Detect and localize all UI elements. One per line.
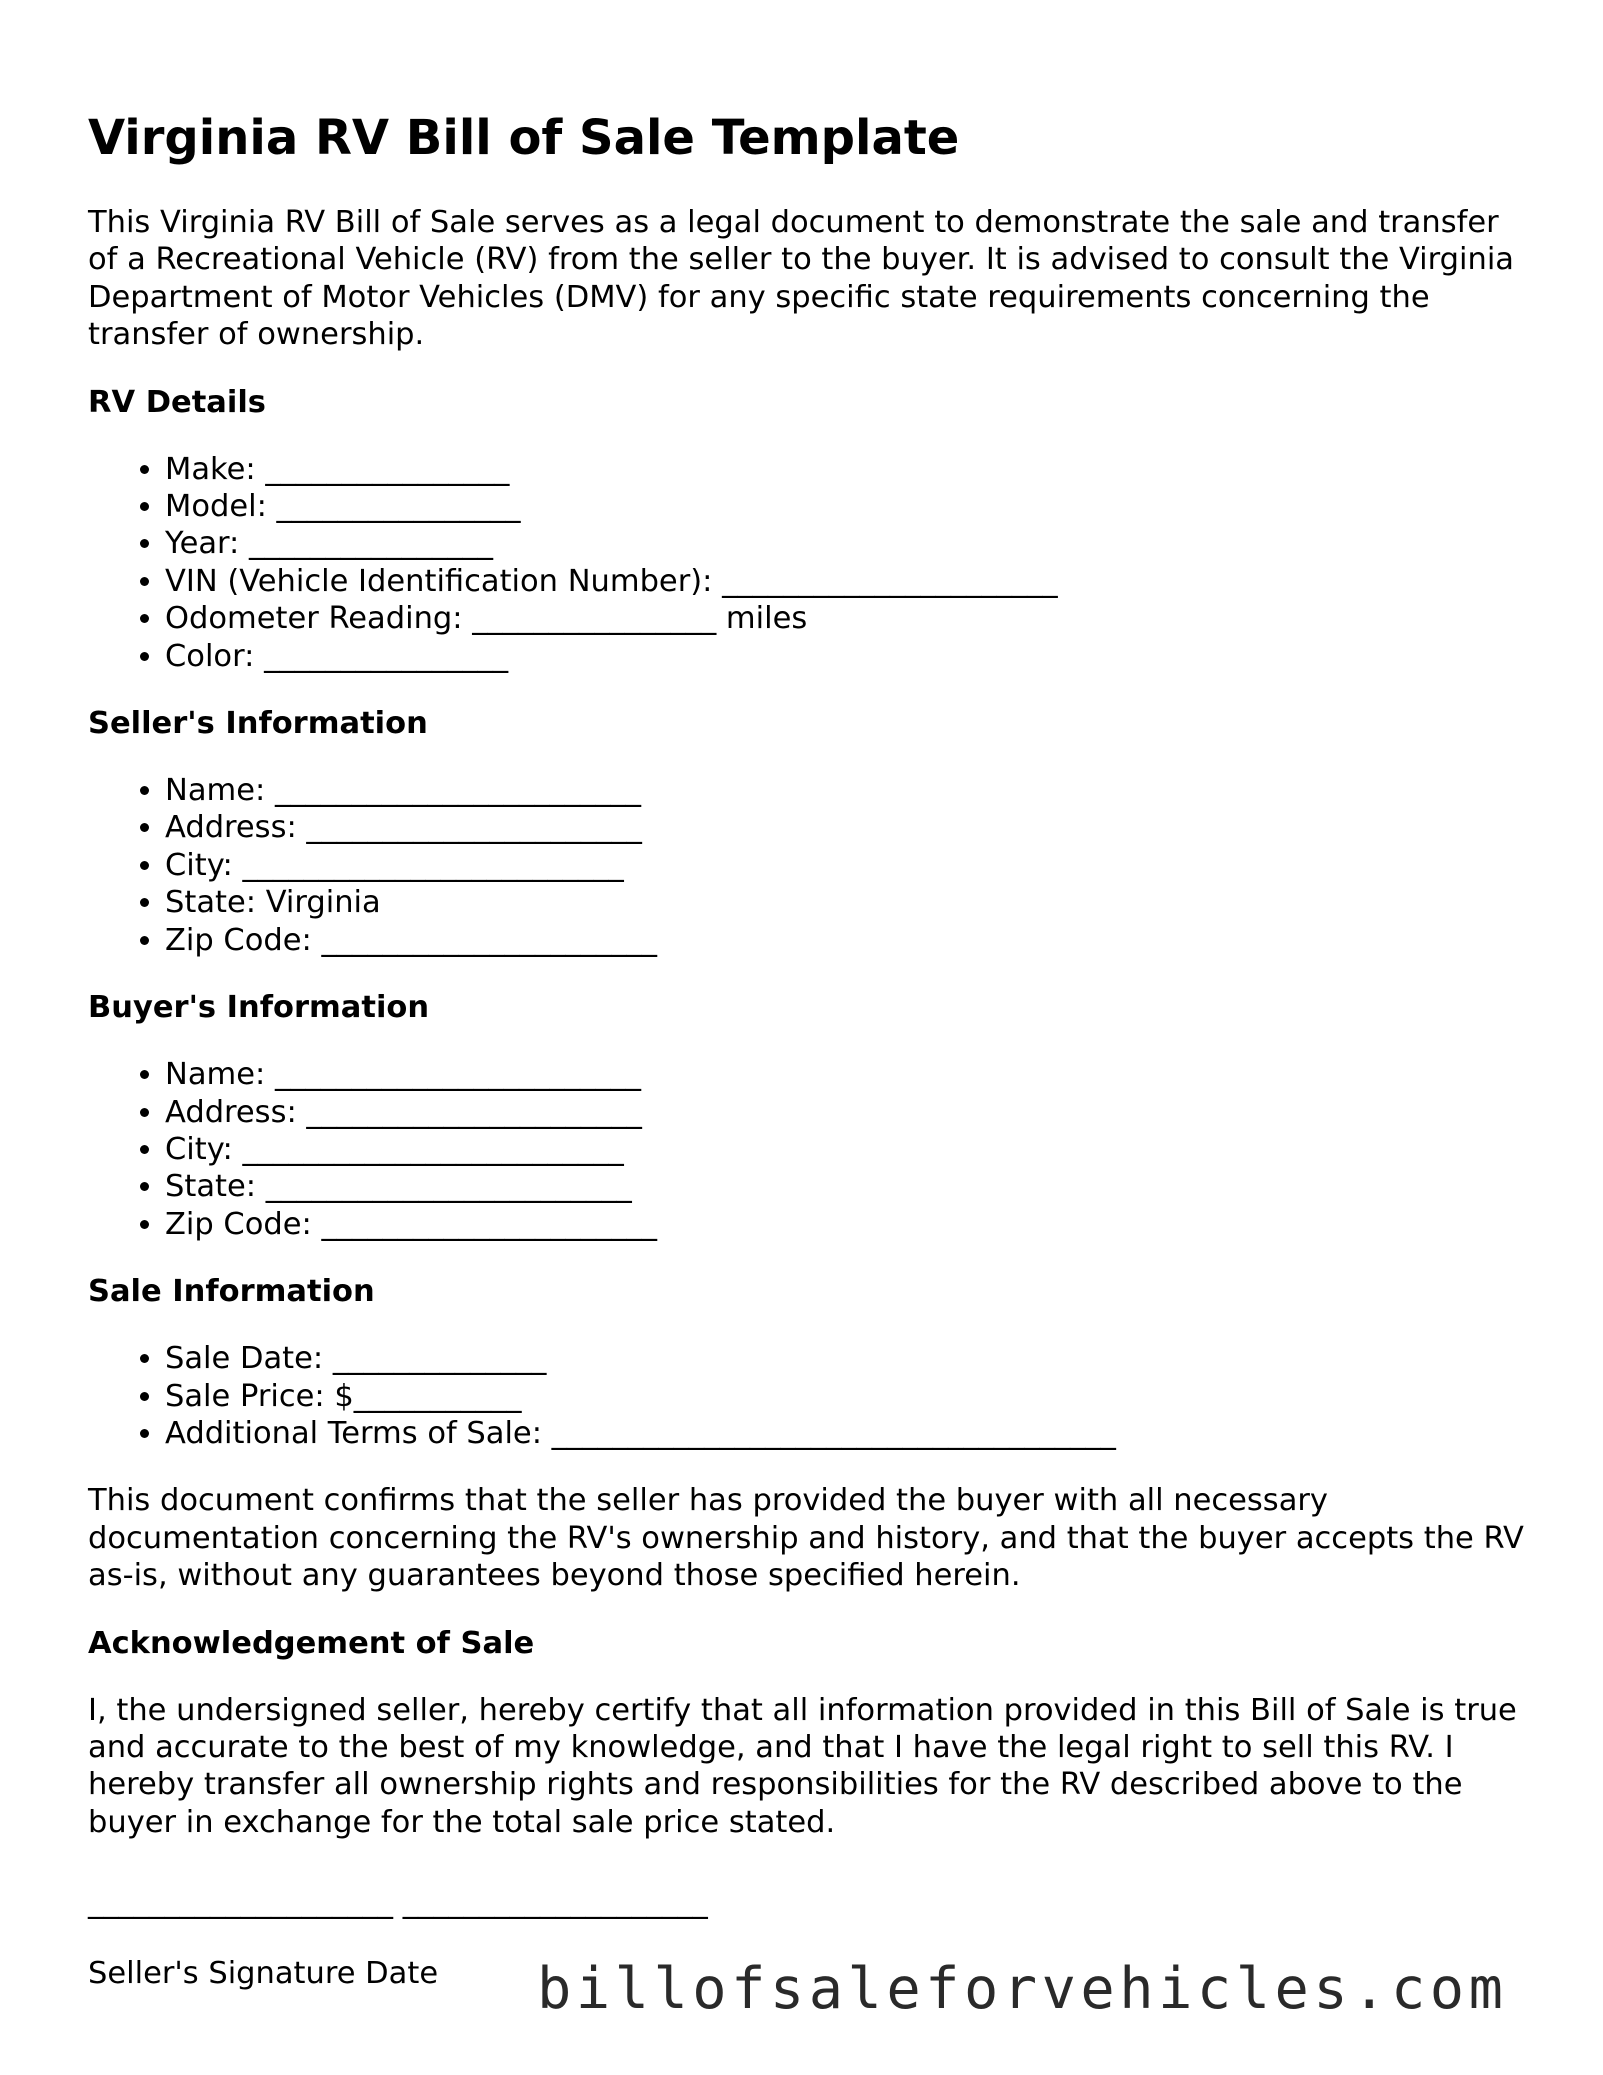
rv-details-list xyxy=(88,451,1528,675)
seller-info-heading: Seller's Information xyxy=(88,706,428,742)
list-item: • City: _________________________ xyxy=(165,847,1528,884)
list-item: • Color: ________________ xyxy=(165,638,1528,675)
list-item: • Address: ______________________ xyxy=(165,809,1528,846)
rv-details-heading: RV Details xyxy=(88,384,266,420)
list-item: • Additional Terms of Sale: _____________________________________ xyxy=(165,1415,1528,1452)
intro-paragraph: This Virginia RV Bill of Sale serves as a legal document to demonstrate the sale and transfer of a Recreational Vehicle (RV) from the seller to the buyer. It is advised to consult the Virginia Department of Motor Vehicles (DMV) for any specific state requirements concerning the transfer of ownership. xyxy=(88,205,1514,353)
list-item: • Name: ________________________ xyxy=(165,772,1528,809)
list-item: • Sale Date: ______________ xyxy=(165,1340,1528,1377)
list-item: • VIN (Vehicle Identification Number): ______________________ xyxy=(165,563,1528,600)
signature-label: Seller's Signature Date xyxy=(88,1956,439,1992)
list-item: • Year: ________________ xyxy=(165,525,1528,562)
sale-info-heading: Sale Information xyxy=(88,1274,375,1310)
confirmation-paragraph: This document confirms that the seller has provided the buyer with all necessary documentation concerning the RV's ownership and history, and that the buyer accepts the RV as-is, without any guarantees beyond those specified herein. xyxy=(88,1483,1524,1594)
list-item: • Zip Code: ______________________ xyxy=(165,1206,1528,1243)
page-title: Virginia RV Bill of Sale Template xyxy=(88,110,960,166)
list-item: • State: Virginia xyxy=(165,884,1528,921)
list-item: • Make: ________________ xyxy=(165,451,1528,488)
acknowledgement-paragraph: I, the undersigned seller, hereby certify that all information provided in this Bill of Sale is true and accurate to the best of my knowledge, and that I have the legal right to sell this RV. I hereby transfer all ownership rights and responsibilities for the RV described above to the buyer in exchange for the total sale price stated. xyxy=(88,1692,1517,1840)
document-page xyxy=(88,108,1528,1992)
signature-lines: ____________________ ____________________ xyxy=(88,1885,708,1921)
sale-info-list xyxy=(88,1340,1528,1452)
list-item: • Zip Code: ______________________ xyxy=(165,922,1528,959)
list-item: • Sale Price: $___________ xyxy=(165,1378,1528,1415)
list-item: • State: ________________________ xyxy=(165,1168,1528,1205)
list-item: • Odometer Reading: ________________ miles xyxy=(165,600,1528,637)
buyer-info-list xyxy=(88,1056,1528,1243)
acknowledgement-heading: Acknowledgement of Sale xyxy=(88,1625,535,1661)
list-item: • Address: ______________________ xyxy=(165,1094,1528,1131)
list-item: • Model: ________________ xyxy=(165,488,1528,525)
watermark: billofsaleforvehicles.com xyxy=(537,1956,1508,2022)
seller-info-list xyxy=(88,772,1528,959)
list-item: • Name: ________________________ xyxy=(165,1056,1528,1093)
buyer-info-heading: Buyer's Information xyxy=(88,990,430,1026)
list-item: • City: _________________________ xyxy=(165,1131,1528,1168)
